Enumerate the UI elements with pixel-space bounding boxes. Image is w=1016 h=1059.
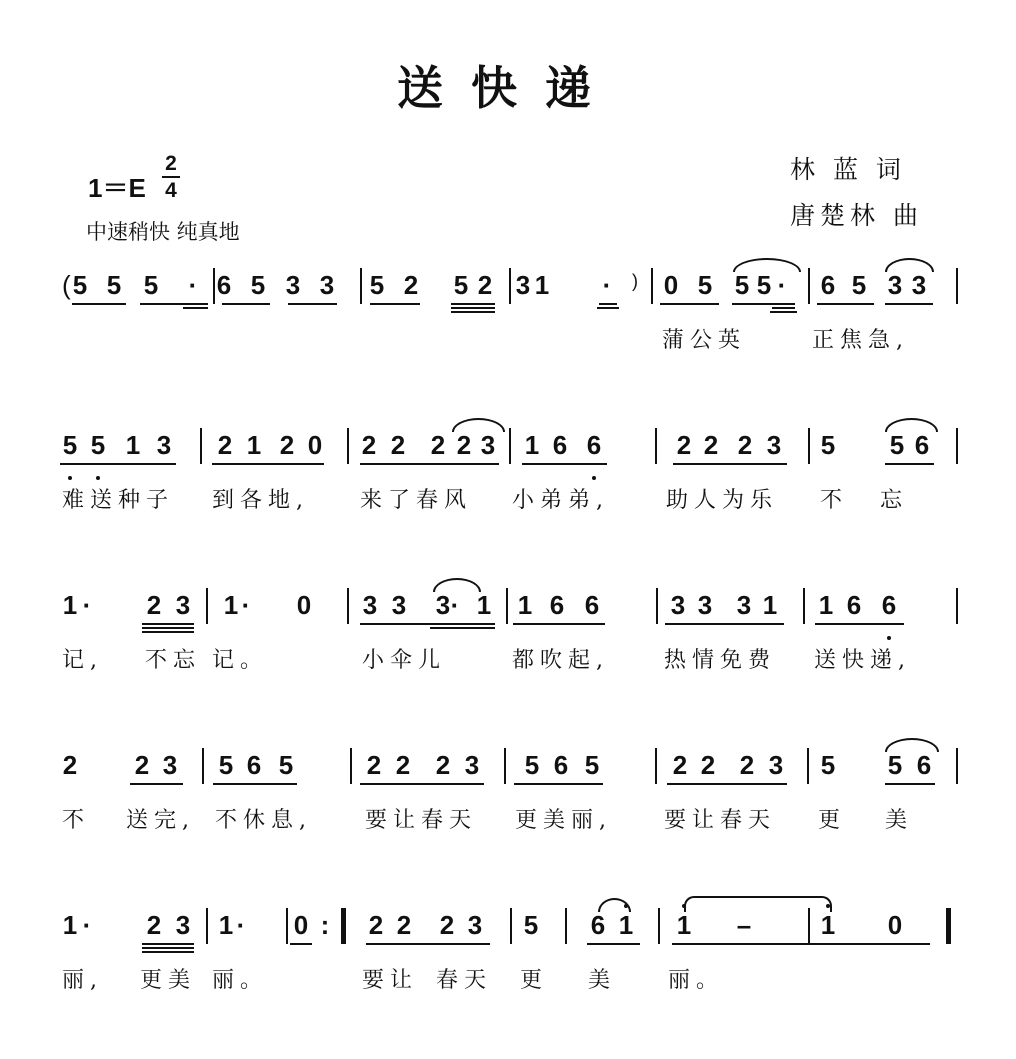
augmentation-dot: · [82, 590, 92, 620]
barline [651, 268, 653, 304]
note: 5 [584, 750, 600, 780]
barline [286, 908, 288, 944]
barline [807, 748, 809, 784]
double-barline [946, 908, 951, 944]
lyric-text: 来了春风 [360, 488, 473, 513]
lyric-text: 难送种子 [62, 488, 175, 513]
note: 6 [590, 910, 606, 940]
note: 3 [319, 270, 335, 300]
augmentation-dot: · [241, 590, 251, 620]
beam-underline [660, 303, 719, 305]
time-signature-bar [162, 176, 180, 178]
note: 3 [156, 430, 172, 460]
low-octave-dot [592, 476, 596, 480]
note: 1 [820, 910, 836, 940]
note: 2 [361, 430, 377, 460]
song-title: 送快递 [397, 61, 619, 115]
note: 3 [175, 590, 191, 620]
barline [956, 268, 958, 304]
slur-arc [433, 578, 481, 592]
note: 1 [62, 590, 78, 620]
composer-credit: 唐楚林 曲 [790, 201, 923, 230]
time-signature-bottom: 4 [165, 179, 177, 202]
slur-arc [885, 738, 939, 752]
barline [200, 428, 202, 464]
note: 1 [223, 590, 239, 620]
note: 0 [307, 430, 323, 460]
note: 5 [72, 270, 88, 300]
note: 1 [62, 910, 78, 940]
barline [655, 428, 657, 464]
barline [206, 588, 208, 624]
lyric-text: 小弟弟, [512, 488, 609, 513]
beam-underline [514, 783, 603, 785]
note: 3 [285, 270, 301, 300]
lyric-text: 送快递, [814, 648, 911, 673]
beam-underline [60, 463, 176, 465]
barline [350, 748, 352, 784]
double-barline [341, 908, 346, 944]
note: 1 [818, 590, 834, 620]
note: 3 [736, 590, 752, 620]
barline [655, 748, 657, 784]
note: 1 [218, 910, 234, 940]
lyric-text: 忘 [880, 488, 909, 513]
slur-arc [452, 418, 505, 432]
note: 5 [734, 270, 750, 300]
beam-underline [142, 631, 194, 633]
note: 1 [618, 910, 634, 940]
barline [347, 588, 349, 624]
beam-underline [672, 943, 930, 945]
note: 2 [737, 430, 753, 460]
beam-underline [451, 307, 495, 309]
barline [509, 268, 511, 304]
note: 2 [403, 270, 419, 300]
barline [510, 908, 512, 944]
augmentation-dot: · [188, 270, 198, 300]
note: 2 [456, 430, 472, 460]
note: 5 [820, 750, 836, 780]
note: 2 [62, 750, 78, 780]
note: 0 [887, 910, 903, 940]
beam-underline [140, 303, 208, 305]
note: 3 [162, 750, 178, 780]
beam-underline [817, 303, 874, 305]
note: 3 [391, 590, 407, 620]
note: 2 [146, 910, 162, 940]
barline [506, 588, 508, 624]
beam-underline [72, 303, 126, 305]
time-signature [160, 152, 182, 202]
note: 1 [534, 270, 550, 300]
note: 2 [439, 910, 455, 940]
note: 5 [697, 270, 713, 300]
note: 0 [293, 910, 309, 940]
note: 2 [672, 750, 688, 780]
slur-arc [733, 258, 801, 272]
note: 1 [524, 430, 540, 460]
lyric-text: 到各地, [212, 488, 309, 513]
beam-underline [130, 783, 183, 785]
note: 5 [369, 270, 385, 300]
note: 5 [889, 430, 905, 460]
beam-underline [665, 623, 784, 625]
lyric-text: 美 [885, 808, 914, 833]
beam-underline [815, 623, 904, 625]
note: 5 [523, 910, 539, 940]
lyric-text: 更 [520, 968, 549, 993]
note: 2 [368, 910, 384, 940]
beam-underline [360, 623, 495, 625]
note: 2 [395, 750, 411, 780]
note: 6 [916, 750, 932, 780]
note: 6 [216, 270, 232, 300]
beam-underline [430, 627, 495, 629]
note: 5 [453, 270, 469, 300]
barline [808, 908, 810, 944]
note: 5 [218, 750, 234, 780]
lyric-text: 不忘 [145, 648, 202, 673]
lyric-text: 小伞儿 [362, 648, 447, 673]
beam-underline [770, 311, 797, 313]
augmentation-dot: · [777, 270, 787, 300]
key-signature: 1＝E [88, 173, 146, 203]
low-octave-dot [96, 476, 100, 480]
beam-underline [290, 943, 312, 945]
lyric-text: 要让 [362, 968, 419, 993]
note: 1 [476, 590, 492, 620]
note: 2 [739, 750, 755, 780]
beam-underline [370, 303, 420, 305]
beam-underline [885, 463, 934, 465]
note: 2 [134, 750, 150, 780]
augmentation-dot: · [602, 270, 612, 300]
beam-underline [212, 463, 324, 465]
note: 6 [820, 270, 836, 300]
note: 2 [435, 750, 451, 780]
note: 5 [90, 430, 106, 460]
note: 5 [756, 270, 772, 300]
note: 3 [768, 750, 784, 780]
lyric-text: 不 [62, 808, 91, 833]
barline [565, 908, 567, 944]
note: 3 [435, 590, 451, 620]
lyric-text: 不 [820, 488, 849, 513]
barline [656, 588, 658, 624]
beam-underline [222, 303, 270, 305]
beam-underline [885, 783, 935, 785]
beam-underline [142, 623, 194, 625]
note: 6 [881, 590, 897, 620]
lyric-text: 更美丽, [515, 808, 612, 833]
note: 6 [846, 590, 862, 620]
note: 2 [700, 750, 716, 780]
note: 2 [390, 430, 406, 460]
note: 3 [362, 590, 378, 620]
beam-underline [587, 943, 640, 945]
barline [808, 268, 810, 304]
time-signature-top: 2 [165, 152, 177, 175]
note: 1 [246, 430, 262, 460]
note: 6 [914, 430, 930, 460]
beam-underline [142, 947, 194, 949]
lyric-text: 丽, [62, 968, 103, 993]
beam-underline [288, 303, 337, 305]
note: 2 [676, 430, 692, 460]
beam-underline [772, 307, 795, 309]
low-octave-dot [68, 476, 72, 480]
beam-underline [183, 307, 208, 309]
note: 5 [887, 750, 903, 780]
lyric-text: 热情免费 [664, 648, 777, 673]
note: 2 [146, 590, 162, 620]
beam-underline [522, 463, 607, 465]
beam-underline [513, 623, 605, 625]
lyric-text: 更 [818, 808, 847, 833]
note: 2 [430, 430, 446, 460]
barline [213, 268, 215, 304]
note: 6 [246, 750, 262, 780]
beam-underline [673, 463, 787, 465]
tie-bracket [684, 896, 832, 912]
lyric-text: 送完, [126, 808, 195, 833]
lyric-text: 助人为乐 [666, 488, 779, 513]
lyric-text: 记, [62, 648, 103, 673]
low-octave-dot [887, 636, 891, 640]
note: 1 [762, 590, 778, 620]
note: 5 [250, 270, 266, 300]
lyric-text: 美 [588, 968, 617, 993]
barline [956, 428, 958, 464]
note: 6 [584, 590, 600, 620]
barline [808, 428, 810, 464]
barline [347, 428, 349, 464]
lyric-text: 要让春天 [365, 808, 478, 833]
open-parenthesis: ( [62, 270, 71, 300]
note: 6 [552, 430, 568, 460]
beam-underline [451, 311, 495, 313]
beam-underline [142, 951, 194, 953]
note: 2 [366, 750, 382, 780]
sustain-dash: – [736, 910, 752, 940]
lyric-text: 蒲公英 [662, 328, 747, 353]
slur-arc [598, 898, 631, 912]
note: 2 [703, 430, 719, 460]
note: 2 [396, 910, 412, 940]
beam-underline [732, 303, 795, 305]
lyric-text: 记。 [212, 648, 269, 673]
lyric-text: 春天 [436, 968, 493, 993]
augmentation-dot: · [450, 590, 460, 620]
augmentation-dot: · [82, 910, 92, 940]
lyric-text: 正焦急, [812, 328, 909, 353]
note: 6 [553, 750, 569, 780]
note: 3 [697, 590, 713, 620]
lyric-text: 更美 [140, 968, 197, 993]
beam-underline [451, 303, 495, 305]
beam-underline [360, 463, 499, 465]
note: 6 [549, 590, 565, 620]
barline [360, 268, 362, 304]
beam-underline [885, 303, 933, 305]
note: 5 [106, 270, 122, 300]
barline [206, 908, 208, 944]
beam-underline [599, 303, 617, 305]
note: 3 [464, 750, 480, 780]
barline [803, 588, 805, 624]
beam-underline [142, 943, 194, 945]
beam-underline [360, 783, 484, 785]
note: 3 [480, 430, 496, 460]
lyric-text: 丽。 [212, 968, 269, 993]
barline [956, 588, 958, 624]
note: 3 [670, 590, 686, 620]
note: 3 [515, 270, 531, 300]
beam-underline [142, 627, 194, 629]
barline [504, 748, 506, 784]
note: 5 [851, 270, 867, 300]
note: 1 [676, 910, 692, 940]
lyric-text: 不休息, [215, 808, 312, 833]
note: 3 [766, 430, 782, 460]
barline [658, 908, 660, 944]
beam-underline [667, 783, 787, 785]
beam-underline [213, 783, 297, 785]
note: 3 [467, 910, 483, 940]
note: 5 [820, 430, 836, 460]
note: 5 [278, 750, 294, 780]
lyricist-credit: 林 蓝 词 [790, 155, 906, 184]
note: 1 [125, 430, 141, 460]
barline [509, 428, 511, 464]
note: 0 [663, 270, 679, 300]
repeat-sign: : [320, 910, 330, 940]
beam-underline [597, 307, 619, 309]
lyric-text: 要让春天 [664, 808, 777, 833]
note: 5 [143, 270, 159, 300]
note: 6 [586, 430, 602, 460]
note: 2 [279, 430, 295, 460]
tempo-marking: 中速稍快 纯真地 [86, 220, 240, 244]
augmentation-dot: · [236, 910, 246, 940]
note: 2 [217, 430, 233, 460]
slur-arc [885, 258, 934, 272]
note: 2 [477, 270, 493, 300]
note: 5 [524, 750, 540, 780]
note: 3 [175, 910, 191, 940]
slur-arc [885, 418, 938, 432]
close-parenthesis: ) [632, 271, 638, 291]
lyric-text: 都吹起, [512, 648, 609, 673]
barline [202, 748, 204, 784]
note: 0 [296, 590, 312, 620]
barline [956, 748, 958, 784]
note: 5 [62, 430, 78, 460]
lyric-text: 丽。 [668, 968, 725, 993]
note: 3 [911, 270, 927, 300]
note: 3 [887, 270, 903, 300]
beam-underline [366, 943, 490, 945]
note: 1 [517, 590, 533, 620]
